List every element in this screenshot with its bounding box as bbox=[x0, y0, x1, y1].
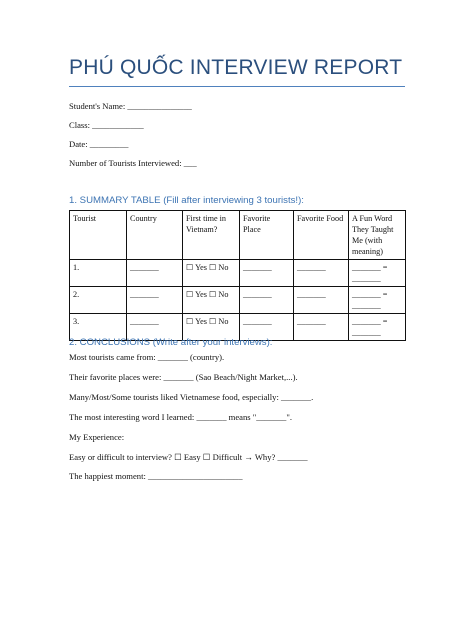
header-first-time: First time in Vietnam? bbox=[183, 211, 240, 260]
table-cell: ☐ Yes ☐ No bbox=[183, 260, 240, 287]
class-field: Class: ____________ bbox=[69, 120, 144, 130]
header-country: Country bbox=[127, 211, 183, 260]
table-cell: _______ = _______ bbox=[349, 260, 406, 287]
tourists-count-field: Number of Tourists Interviewed: ___ bbox=[69, 158, 197, 168]
experience-difficulty: Easy or difficult to interview? ☐ Easy ☐ Difficult → Why? _______ bbox=[69, 452, 308, 462]
table-cell: _______ bbox=[127, 287, 183, 314]
experience-label: My Experience: bbox=[69, 432, 125, 442]
table-cell: _______ bbox=[294, 260, 349, 287]
summary-heading: 1. SUMMARY TABLE (Fill after interviewing 3 tourists!): bbox=[69, 195, 304, 206]
table-cell: _______ bbox=[127, 260, 183, 287]
table-cell: ☐ Yes ☐ No bbox=[183, 287, 240, 314]
table-cell: _______ bbox=[294, 314, 349, 341]
header-favorite-food: Favorite Food bbox=[294, 211, 349, 260]
conclusion-countries: Most tourists came from: _______ (country). bbox=[69, 352, 225, 362]
table-header-row bbox=[70, 211, 406, 260]
header-favorite-place: Favorite Place bbox=[240, 211, 294, 260]
table-cell: 1. bbox=[70, 260, 127, 287]
table-row bbox=[70, 260, 406, 287]
table-cell: _______ bbox=[240, 287, 294, 314]
conclusions-heading: 2. CONCLUSIONS (Write after your interviews): bbox=[69, 337, 273, 348]
table-cell: _______ bbox=[294, 287, 349, 314]
table-row bbox=[70, 287, 406, 314]
header-fun-word: A Fun Word They Taught Me (with meaning) bbox=[349, 211, 406, 260]
experience-happiest: The happiest moment: ______________________ bbox=[69, 471, 243, 481]
table-cell: 2. bbox=[70, 287, 127, 314]
page-title: PHÚ QUỐC INTERVIEW REPORT bbox=[69, 56, 403, 79]
conclusion-places: Their favorite places were: _______ (Sao Beach/Night Market,...). bbox=[69, 372, 298, 382]
table-cell: _______ bbox=[127, 314, 183, 341]
summary-table bbox=[69, 210, 406, 341]
title-underline bbox=[69, 86, 405, 87]
table-cell: ☐ Yes ☐ No bbox=[183, 314, 240, 341]
date-field: Date: _________ bbox=[69, 139, 129, 149]
table-cell: _______ bbox=[240, 314, 294, 341]
table-cell: _______ bbox=[240, 260, 294, 287]
table-cell: _______ = _______ bbox=[349, 314, 406, 341]
student-name-field: Student's Name: _______________ bbox=[69, 101, 192, 111]
table-cell: 3. bbox=[70, 314, 127, 341]
table-cell: _______ = _______ bbox=[349, 287, 406, 314]
header-tourist: Tourist bbox=[70, 211, 127, 260]
conclusion-word: The most interesting word I learned: _______ means "_______". bbox=[69, 412, 293, 422]
conclusion-food: Many/Most/Some tourists liked Vietnamese food, especially: _______. bbox=[69, 392, 314, 402]
